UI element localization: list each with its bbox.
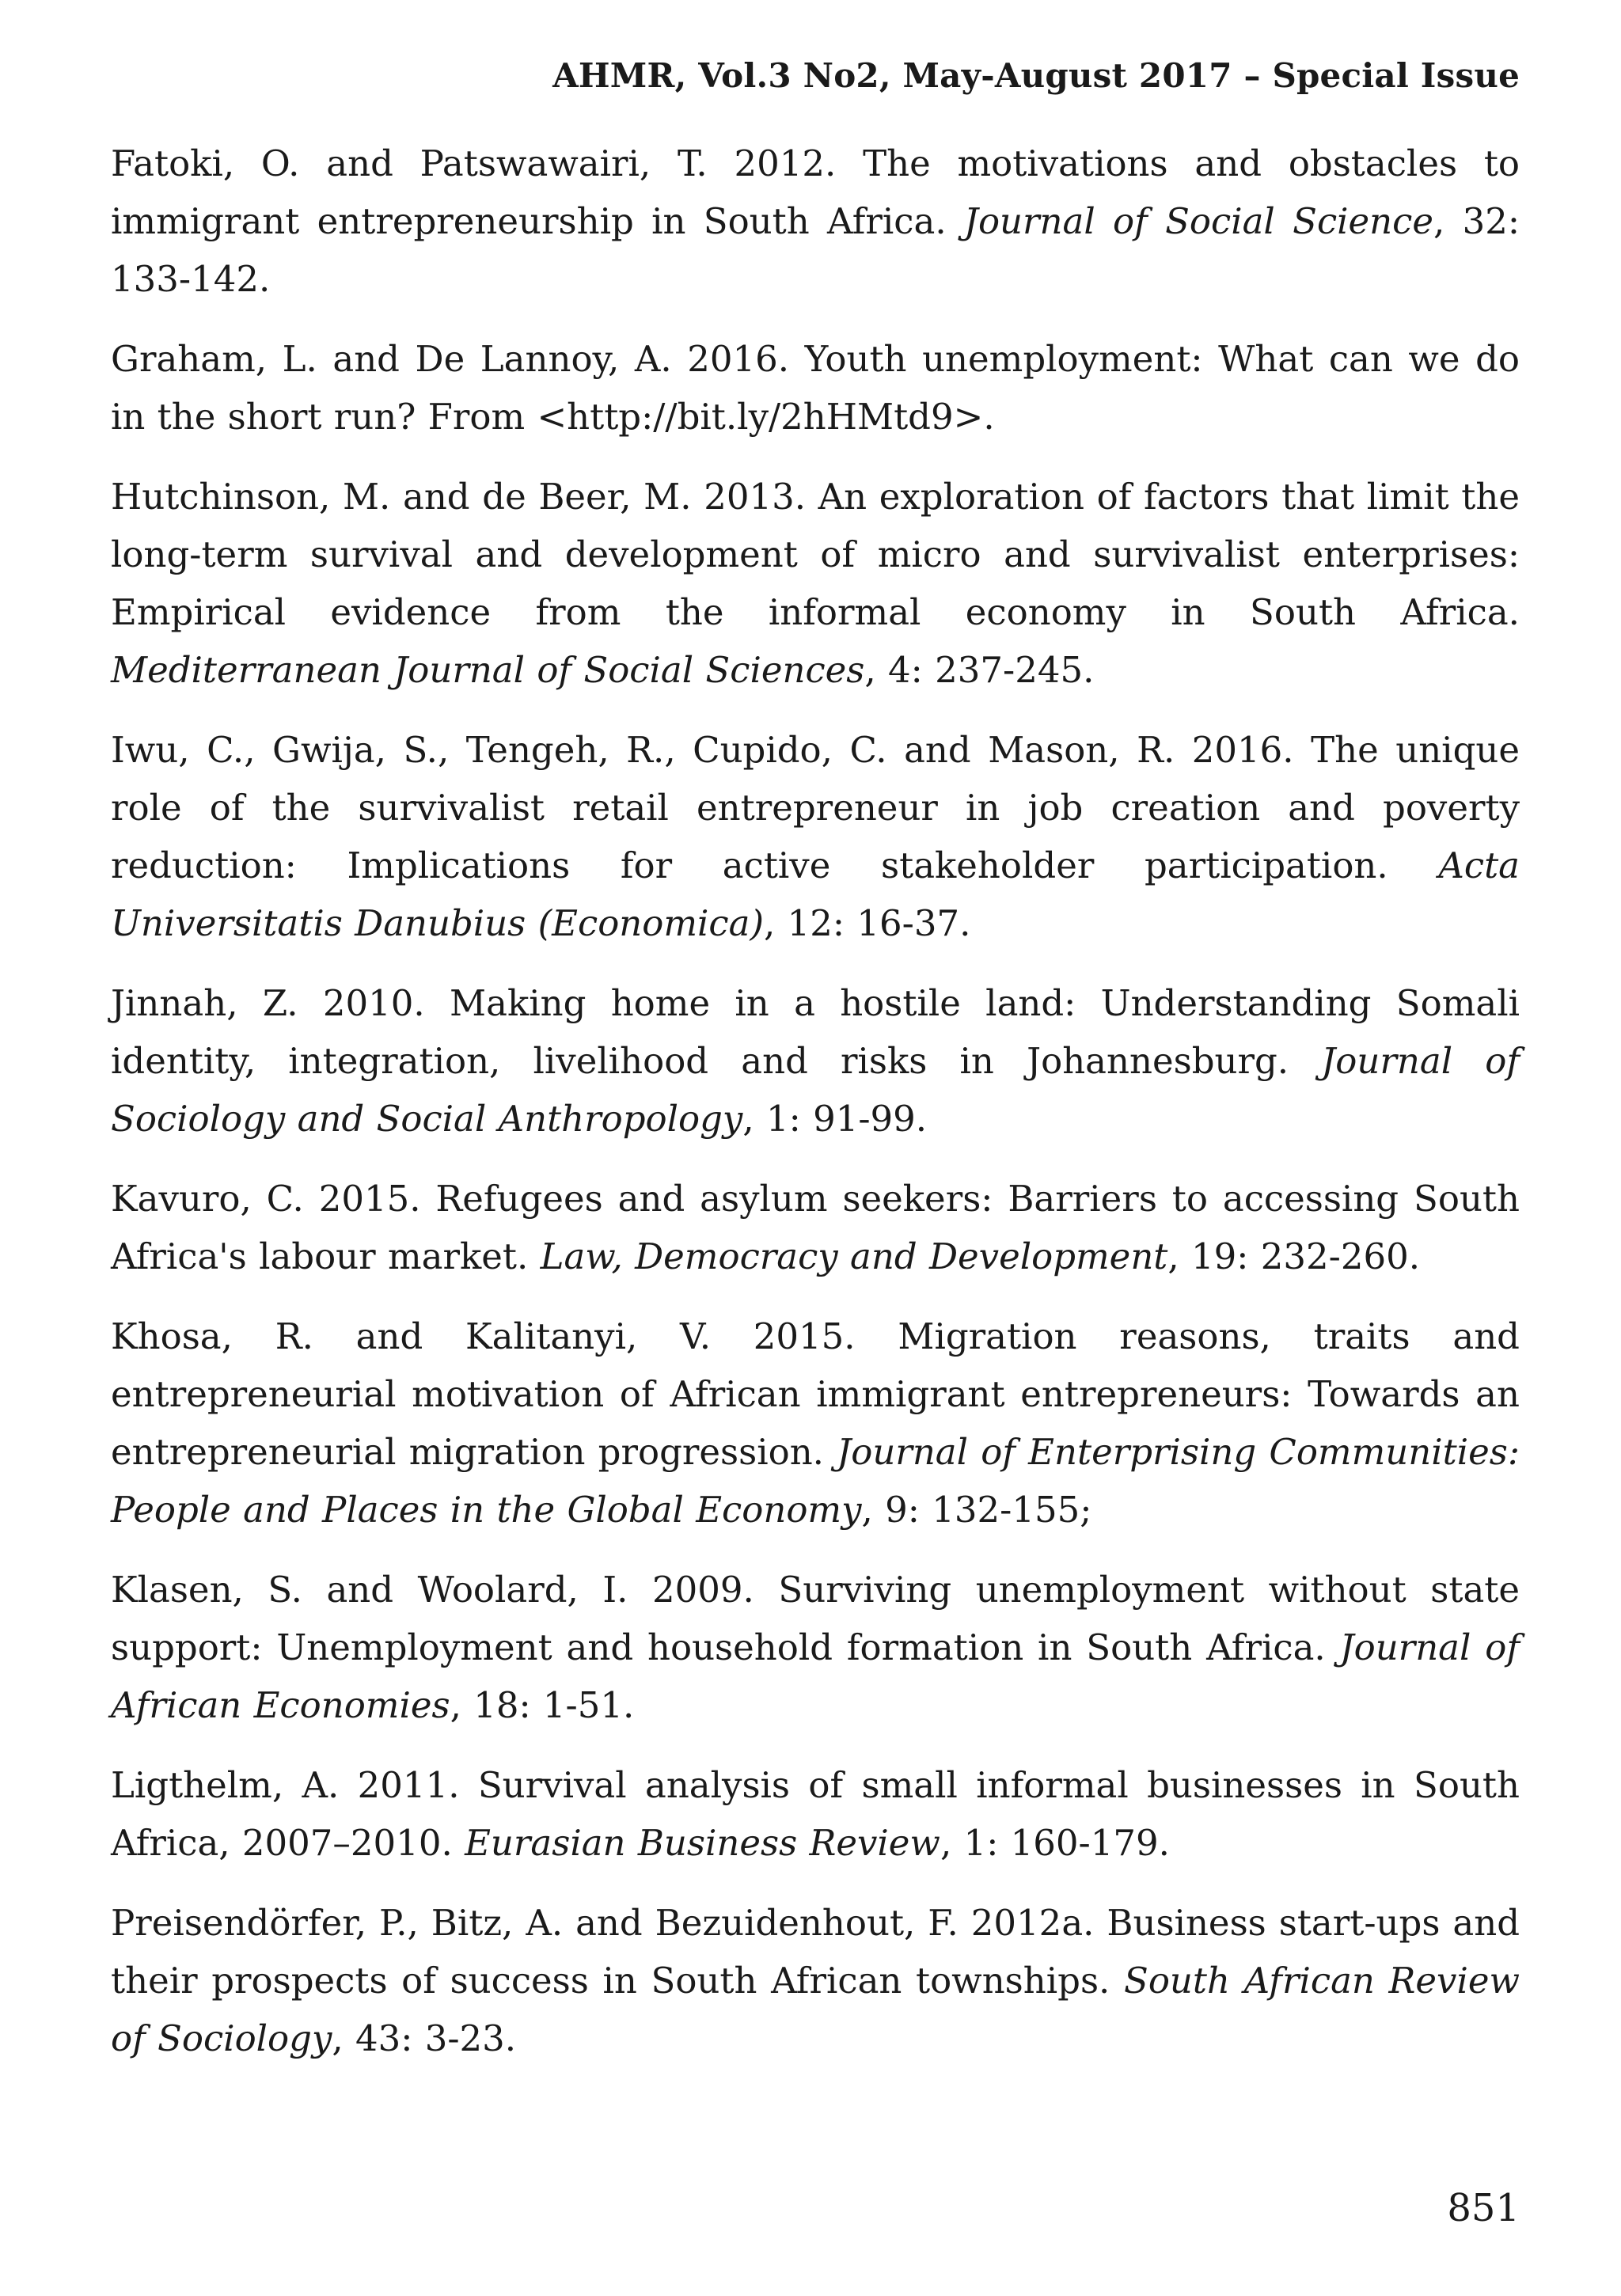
reference-entry (111, 1561, 1520, 1734)
reference-text: Preisendörfer, P., Bitz, A. and Bezuidenhout, F. 2012a. Business start-ups and their prospects of success in South African townships. (111, 1902, 1520, 2002)
reference-entry (111, 1170, 1520, 1285)
reference-entry (111, 1756, 1520, 1872)
reference-details: , 1: 160-179. (940, 1822, 1170, 1864)
reference-entry (111, 1894, 1520, 2067)
reference-entry (111, 135, 1520, 308)
reference-text: Kavuro, C. 2015. Refugees and asylum seekers: Barriers to accessing South Africa's labour market. (111, 1178, 1520, 1277)
running-header: AHMR, Vol.3 No2, May-August 2017 – Special Issue (552, 56, 1520, 95)
reference-entry (111, 468, 1520, 699)
reference-journal: Journal of Enterprising Communities: People and Places in the Global Economy (111, 1431, 1520, 1531)
reference-details: , 12: 16-37. (764, 902, 971, 944)
reference-list (111, 135, 1520, 2089)
reference-details: , 1: 91-99. (742, 1098, 928, 1140)
reference-journal: South African Review of Sociology (111, 1960, 1520, 2059)
reference-journal: Journal of Social Science (963, 200, 1433, 242)
reference-entry (111, 1307, 1520, 1539)
reference-journal: Law, Democracy and Development (540, 1235, 1168, 1277)
reference-text: Iwu, C., Gwija, S., Tengeh, R., Cupido, C. and Mason, R. 2016. The unique role of the survivalist retail entrepreneur in job creation and poverty reduction: Implications for active stakeholder participation. (111, 729, 1520, 886)
reference-text: Khosa, R. and Kalitanyi, V. 2015. Migration reasons, traits and entrepreneurial motivation of African immigrant entrepreneurs: Towards an entrepreneurial migration progression. (111, 1315, 1520, 1473)
reference-text: Klasen, S. and Woolard, I. 2009. Surviving unemployment without state support: Unemployment and household formation in South Africa. (111, 1569, 1520, 1668)
reference-text: Fatoki, O. and Patswawairi, T. 2012. The motivations and obstacles to immigrant entrepreneurship in South Africa. (111, 142, 1520, 242)
reference-entry (111, 974, 1520, 1148)
reference-details: , 43: 3-23. (332, 2017, 517, 2059)
reference-text: Ligthelm, A. 2011. Survival analysis of small informal businesses in South Africa, 2007–2010. (111, 1764, 1520, 1864)
reference-text: Hutchinson, M. and de Beer, M. 2013. An exploration of factors that limit the long-term survival and development of micro and survivalist enterprises: Empirical evidence from the informal economy in South Africa. (111, 476, 1520, 633)
reference-details: , 32: 133-142. (111, 200, 1520, 300)
reference-text: Graham, L. and De Lannoy, A. 2016. Youth unemployment: What can we do in the short run? From <http://bit.ly/2hHMtd9>. (111, 338, 1520, 438)
reference-journal: Eurasian Business Review (465, 1822, 940, 1864)
reference-entry (111, 721, 1520, 952)
reference-journal: Acta Universitatis Danubius (Economica) (111, 844, 1520, 944)
reference-details: , 18: 1-51. (450, 1684, 635, 1726)
reference-text: Jinnah, Z. 2010. Making home in a hostile land: Understanding Somali identity, integration, livelihood and risks in Johannesburg. (111, 982, 1520, 1082)
reference-entry (111, 330, 1520, 446)
reference-journal: Journal of African Economies (111, 1626, 1520, 1726)
reference-journal: Journal of Sociology and Social Anthropology (111, 1040, 1520, 1140)
reference-details: , 4: 237-245. (864, 649, 1095, 691)
reference-details: , 19: 232-260. (1167, 1235, 1421, 1277)
page-number: 851 (1447, 2186, 1520, 2230)
reference-journal: Mediterranean Journal of Social Sciences (111, 649, 865, 691)
reference-details: , 9: 132-155; (861, 1489, 1092, 1531)
